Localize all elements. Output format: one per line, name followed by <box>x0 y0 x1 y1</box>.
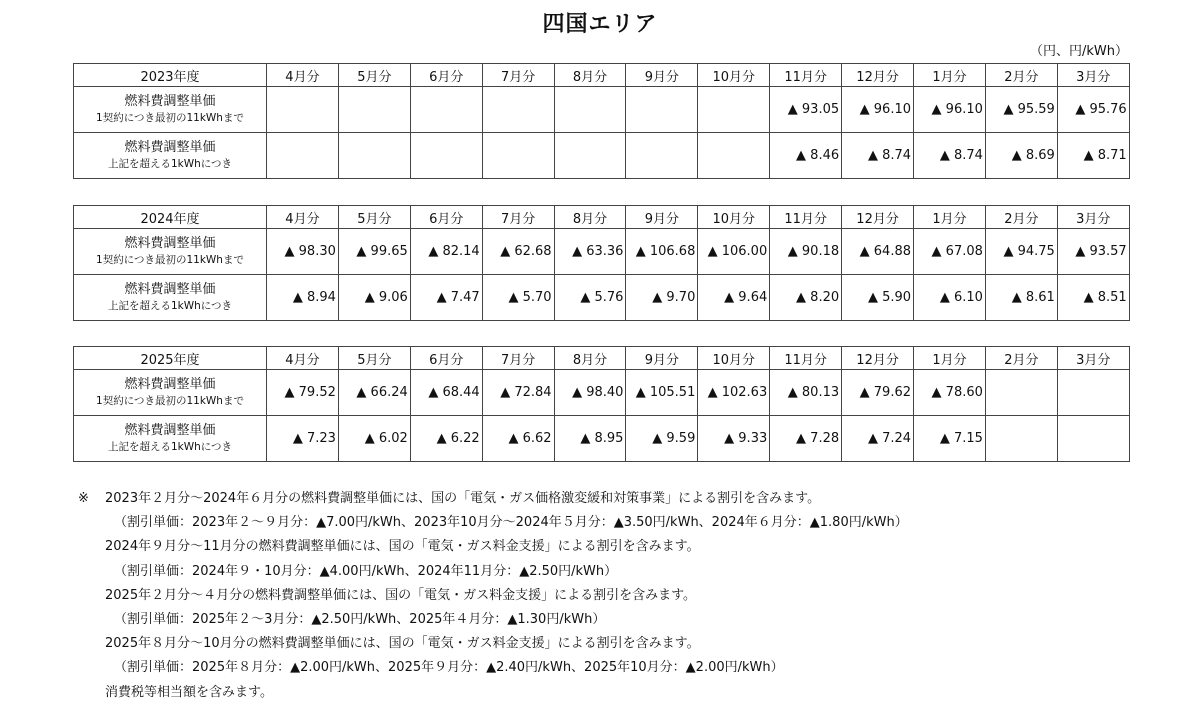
month-header: 9月分 <box>626 206 698 229</box>
month-header: 12月分 <box>842 347 914 370</box>
rate-value-cell: ▲ 5.70 <box>482 275 554 321</box>
note-mark: ※ <box>78 491 89 506</box>
row-label <box>74 229 267 275</box>
rate-value-cell: ▲ 82.14 <box>410 229 482 275</box>
rate-value-cell <box>1057 370 1129 416</box>
rate-value-cell: ▲ 62.68 <box>482 229 554 275</box>
rate-value-cell: ▲ 6.62 <box>482 416 554 462</box>
rate-value-cell: ▲ 8.46 <box>770 133 842 179</box>
rate-value-cell: ▲ 9.59 <box>626 416 698 462</box>
month-header: 3月分 <box>1057 64 1129 87</box>
row-label <box>74 275 267 321</box>
fiscal-year-header: 2024年度 <box>74 206 267 229</box>
row-label <box>74 416 267 462</box>
rate-value-cell: ▲ 98.30 <box>267 229 339 275</box>
rate-value-cell: ▲ 106.00 <box>698 229 770 275</box>
note-line: 2025年８月分～10月分の燃料費調整単価には、国の「電気・ガス料金支援」による割引を含みます。 <box>105 636 700 652</box>
page-title: 四国エリア <box>542 12 658 37</box>
row-label-sub: 上記を超える1kWhにつき <box>107 299 233 312</box>
month-header: 8月分 <box>554 64 626 87</box>
rate-value-cell: ▲ 93.57 <box>1057 229 1129 275</box>
rate-value-cell <box>1057 416 1129 462</box>
month-header: 10月分 <box>698 64 770 87</box>
month-header: 7月分 <box>482 347 554 370</box>
first-tier-row <box>74 229 1130 275</box>
first-tier-row <box>74 370 1130 416</box>
row-label <box>74 87 267 133</box>
rate-table <box>73 63 1130 179</box>
month-header: 11月分 <box>770 64 842 87</box>
month-header: 1月分 <box>914 64 986 87</box>
rate-value-cell: ▲ 80.13 <box>770 370 842 416</box>
rate-table <box>73 205 1130 321</box>
month-header: 11月分 <box>770 206 842 229</box>
rate-value-cell <box>985 416 1057 462</box>
row-label-sub: 上記を超える1kWhにつき <box>107 157 233 170</box>
rate-value-cell: ▲ 67.08 <box>914 229 986 275</box>
note-lines <box>105 487 908 705</box>
rate-value-cell <box>626 87 698 133</box>
month-header: 8月分 <box>554 206 626 229</box>
row-label-main: 燃料費調整単価 <box>124 376 216 392</box>
note-detail-line: （割引単価：2025年２～3月分：▲2.50円/kWh、2025年４月分：▲1.30円/kWh） <box>114 612 606 628</box>
month-header: 3月分 <box>1057 347 1129 370</box>
rate-value-cell <box>698 133 770 179</box>
rate-value-cell: ▲ 9.70 <box>626 275 698 321</box>
rate-value-cell <box>985 370 1057 416</box>
note-line: 2025年２月分～４月分の燃料費調整単価には、国の「電気・ガス料金支援」による割引を含みます。 <box>105 587 697 603</box>
rate-value-cell <box>626 133 698 179</box>
rate-value-cell: ▲ 7.28 <box>770 416 842 462</box>
month-header: 10月分 <box>698 206 770 229</box>
rate-value-cell: ▲ 8.69 <box>985 133 1057 179</box>
rate-value-cell: ▲ 7.47 <box>410 275 482 321</box>
rate-value-cell: ▲ 63.36 <box>554 229 626 275</box>
unit-label: （円、円/kWh） <box>1029 44 1128 59</box>
note-detail-line: （割引単価：2024年９・10月分：▲4.00円/kWh、2024年11月分：▲2.50円/kWh） <box>114 563 618 579</box>
month-header: 2月分 <box>985 206 1057 229</box>
rate-value-cell: ▲ 8.74 <box>914 133 986 179</box>
rate-value-cell: ▲ 5.76 <box>554 275 626 321</box>
fiscal-year-header: 2023年度 <box>74 64 267 87</box>
rate-value-cell: ▲ 8.20 <box>770 275 842 321</box>
month-header: 9月分 <box>626 64 698 87</box>
month-header: 5月分 <box>338 64 410 87</box>
rate-value-cell: ▲ 9.06 <box>338 275 410 321</box>
rate-value-cell: ▲ 95.59 <box>985 87 1057 133</box>
rate-value-cell: ▲ 8.94 <box>267 275 339 321</box>
rate-value-cell <box>482 133 554 179</box>
rate-value-cell: ▲ 106.68 <box>626 229 698 275</box>
rate-value-cell: ▲ 95.76 <box>1057 87 1129 133</box>
month-header: 12月分 <box>842 64 914 87</box>
rate-value-cell: ▲ 102.63 <box>698 370 770 416</box>
rate-value-cell: ▲ 7.15 <box>914 416 986 462</box>
row-label-sub: 1契約につき最初の11kWhまで <box>96 253 244 266</box>
month-header: 6月分 <box>410 347 482 370</box>
note-line: 消費税等相当額を含みます。 <box>105 684 273 700</box>
rate-value-cell <box>410 87 482 133</box>
month-header: 2月分 <box>985 347 1057 370</box>
note-line: 2024年９月分～11月分の燃料費調整単価には、国の「電気・ガス料金支援」による割引を含みます。 <box>105 539 700 555</box>
rate-value-cell <box>410 133 482 179</box>
row-label-main: 燃料費調整単価 <box>124 235 216 251</box>
rate-value-cell: ▲ 94.75 <box>985 229 1057 275</box>
rate-value-cell <box>554 87 626 133</box>
month-header: 3月分 <box>1057 206 1129 229</box>
month-header: 6月分 <box>410 64 482 87</box>
rate-value-cell <box>482 87 554 133</box>
month-header: 2月分 <box>985 64 1057 87</box>
rate-value-cell <box>267 87 339 133</box>
rate-value-cell: ▲ 96.10 <box>914 87 986 133</box>
rate-value-cell: ▲ 90.18 <box>770 229 842 275</box>
rate-value-cell: ▲ 96.10 <box>842 87 914 133</box>
rate-value-cell <box>338 133 410 179</box>
row-label <box>74 370 267 416</box>
rate-value-cell <box>338 87 410 133</box>
rate-value-cell: ▲ 9.64 <box>698 275 770 321</box>
rate-value-cell: ▲ 6.22 <box>410 416 482 462</box>
month-header: 6月分 <box>410 206 482 229</box>
rate-value-cell: ▲ 68.44 <box>410 370 482 416</box>
month-header: 4月分 <box>267 206 339 229</box>
month-header: 7月分 <box>482 206 554 229</box>
month-header: 9月分 <box>626 347 698 370</box>
rate-value-cell: ▲ 72.84 <box>482 370 554 416</box>
row-label-main: 燃料費調整単価 <box>124 422 216 438</box>
rate-value-cell: ▲ 105.51 <box>626 370 698 416</box>
note-detail-line: （割引単価：2025年８月分：▲2.00円/kWh、2025年９月分：▲2.40円/kWh、2025年10月分：▲2.00円/kWh） <box>114 660 784 676</box>
first-tier-row <box>74 87 1130 133</box>
rate-value-cell <box>698 87 770 133</box>
rate-value-cell: ▲ 7.24 <box>842 416 914 462</box>
rate-value-cell: ▲ 7.23 <box>267 416 339 462</box>
rate-value-cell: ▲ 66.24 <box>338 370 410 416</box>
month-header: 5月分 <box>338 206 410 229</box>
rate-value-cell: ▲ 5.90 <box>842 275 914 321</box>
month-header: 12月分 <box>842 206 914 229</box>
second-tier-row <box>74 133 1130 179</box>
note-line: 2023年２月分～2024年６月分の燃料費調整単価には、国の「電気・ガス価格激変緩和対策事業」による割引を含みます。 <box>105 491 821 506</box>
rate-value-cell: ▲ 8.51 <box>1057 275 1129 321</box>
rate-value-cell <box>554 133 626 179</box>
rate-value-cell: ▲ 79.52 <box>267 370 339 416</box>
rate-value-cell: ▲ 8.71 <box>1057 133 1129 179</box>
row-label-main: 燃料費調整単価 <box>124 93 216 109</box>
rate-table <box>73 346 1130 462</box>
rate-value-cell: ▲ 93.05 <box>770 87 842 133</box>
month-header: 8月分 <box>554 347 626 370</box>
month-header: 1月分 <box>914 206 986 229</box>
rate-value-cell: ▲ 9.33 <box>698 416 770 462</box>
row-label-main: 燃料費調整単価 <box>124 281 216 297</box>
second-tier-row <box>74 416 1130 462</box>
row-label-sub: 1契約につき最初の11kWhまで <box>96 111 244 124</box>
rate-value-cell: ▲ 78.60 <box>914 370 986 416</box>
month-header: 5月分 <box>338 347 410 370</box>
rate-value-cell: ▲ 8.95 <box>554 416 626 462</box>
rate-value-cell <box>267 133 339 179</box>
month-header: 1月分 <box>914 347 986 370</box>
month-header: 4月分 <box>267 64 339 87</box>
rate-value-cell: ▲ 8.74 <box>842 133 914 179</box>
month-header: 4月分 <box>267 347 339 370</box>
notes-section <box>78 487 908 705</box>
rate-value-cell: ▲ 6.02 <box>338 416 410 462</box>
rate-value-cell: ▲ 64.88 <box>842 229 914 275</box>
second-tier-row <box>74 275 1130 321</box>
row-label-main: 燃料費調整単価 <box>124 139 216 155</box>
month-header: 7月分 <box>482 64 554 87</box>
rate-value-cell: ▲ 99.65 <box>338 229 410 275</box>
month-header: 11月分 <box>770 347 842 370</box>
row-label-sub: 上記を超える1kWhにつき <box>107 440 233 453</box>
note-detail-line: （割引単価：2023年２～９月分：▲7.00円/kWh、2023年10月分～2024年５月分：▲3.50円/kWh、2024年６月分：▲1.80円/kWh） <box>114 515 908 531</box>
rate-value-cell: ▲ 8.61 <box>985 275 1057 321</box>
row-label <box>74 133 267 179</box>
rate-value-cell: ▲ 79.62 <box>842 370 914 416</box>
row-label-sub: 1契約につき最初の11kWhまで <box>96 394 244 407</box>
rate-value-cell: ▲ 6.10 <box>914 275 986 321</box>
rate-value-cell: ▲ 98.40 <box>554 370 626 416</box>
month-header: 10月分 <box>698 347 770 370</box>
fiscal-year-header: 2025年度 <box>74 347 267 370</box>
